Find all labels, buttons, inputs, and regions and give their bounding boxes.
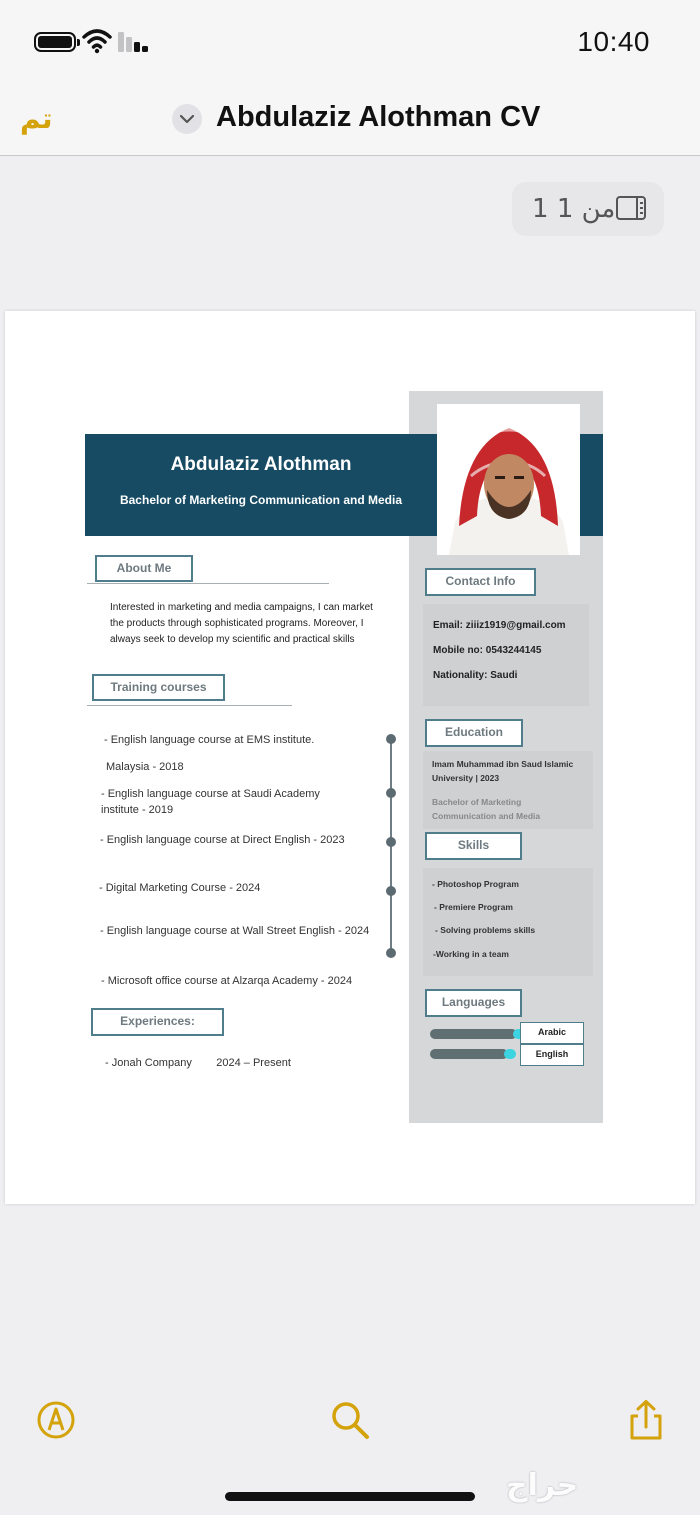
course-item: Malaysia - 2018 — [106, 761, 184, 773]
timeline-dot — [386, 886, 396, 896]
skill-item: -Working in a team — [433, 949, 509, 959]
home-indicator[interactable] — [225, 1492, 475, 1501]
language-level-bar-arabic — [430, 1029, 517, 1039]
document-title[interactable]: Abdulaziz Alothman CV — [216, 101, 541, 133]
language-level-bar-english — [430, 1049, 508, 1059]
contact-heading: Contact Info — [425, 568, 536, 596]
education-heading: Education — [425, 719, 523, 747]
skill-item: - Photoshop Program — [432, 879, 519, 889]
profile-photo — [437, 404, 580, 555]
contact-mobile: Mobile no: 0543244145 — [433, 645, 542, 656]
title-menu-button[interactable] — [172, 104, 202, 134]
timeline-dot — [386, 734, 396, 744]
timeline-dot — [386, 948, 396, 958]
experiences-heading: Experiences: — [91, 1008, 224, 1036]
contact-nationality: Nationality: Saudi — [433, 670, 518, 681]
course-item: - English language course at Wall Street English - 2024 — [100, 925, 370, 937]
nav-bar — [0, 86, 700, 156]
wifi-icon — [82, 28, 112, 54]
battery-icon — [34, 32, 76, 52]
about-divider — [87, 583, 329, 584]
course-item: - English language course at Saudi Academy institute - 2019 — [101, 788, 320, 816]
course-item: - English language course at Direct English - 2023 — [100, 834, 345, 846]
course-item: - Microsoft office course at Alzarqa Academy - 2024 — [101, 975, 353, 987]
done-button[interactable]: تم — [20, 102, 53, 135]
training-divider — [87, 705, 292, 706]
language-label: English — [520, 1044, 584, 1066]
languages-heading: Languages — [425, 989, 522, 1017]
chevron-down-icon — [180, 114, 194, 124]
education-university: Imam Muhammad ibn Saud Islamic University | 2023 — [432, 759, 574, 783]
about-text: Interested in marketing and media campaigns, I can market the products through sophisticated programs. Moreover, I always seek to develop my scientific and practical skills — [110, 602, 373, 645]
experience-item: - Jonah Company 2024 – Present — [105, 1057, 291, 1069]
education-degree: Bachelor of Marketing Communication and Media — [432, 797, 541, 821]
skills-heading: Skills — [425, 832, 522, 860]
search-icon[interactable] — [330, 1400, 370, 1440]
about-heading: About Me — [95, 555, 193, 582]
course-item: - English language course at EMS institute. — [104, 734, 315, 746]
language-label: Arabic — [520, 1022, 584, 1044]
document-page[interactable] — [5, 311, 695, 1204]
cellular-signal-icon — [118, 32, 152, 52]
skill-item: - Premiere Program — [434, 902, 513, 912]
cv-name: Abdulaziz Alothman — [170, 454, 352, 475]
status-time: 10:40 — [577, 26, 650, 57]
watermark-logo: حراج — [506, 1468, 579, 1503]
skill-item: - Solving problems skills — [435, 925, 536, 935]
share-icon[interactable] — [626, 1400, 666, 1440]
timeline-dot — [386, 788, 396, 798]
page-count-text: 1 من 1 — [532, 194, 616, 224]
timeline-dot — [386, 837, 396, 847]
markup-pen-icon[interactable] — [36, 1400, 76, 1440]
training-heading: Training courses — [92, 674, 225, 701]
cv-degree: Bachelor of Marketing Communication and Media — [119, 493, 403, 507]
contact-email: Email: ziiiz1919@gmail.com — [433, 620, 566, 631]
sidebar-thumbnails-icon — [616, 196, 646, 220]
course-item: - Digital Marketing Course - 2024 — [99, 882, 261, 894]
page-indicator[interactable] — [512, 182, 664, 236]
status-bar — [0, 0, 700, 86]
